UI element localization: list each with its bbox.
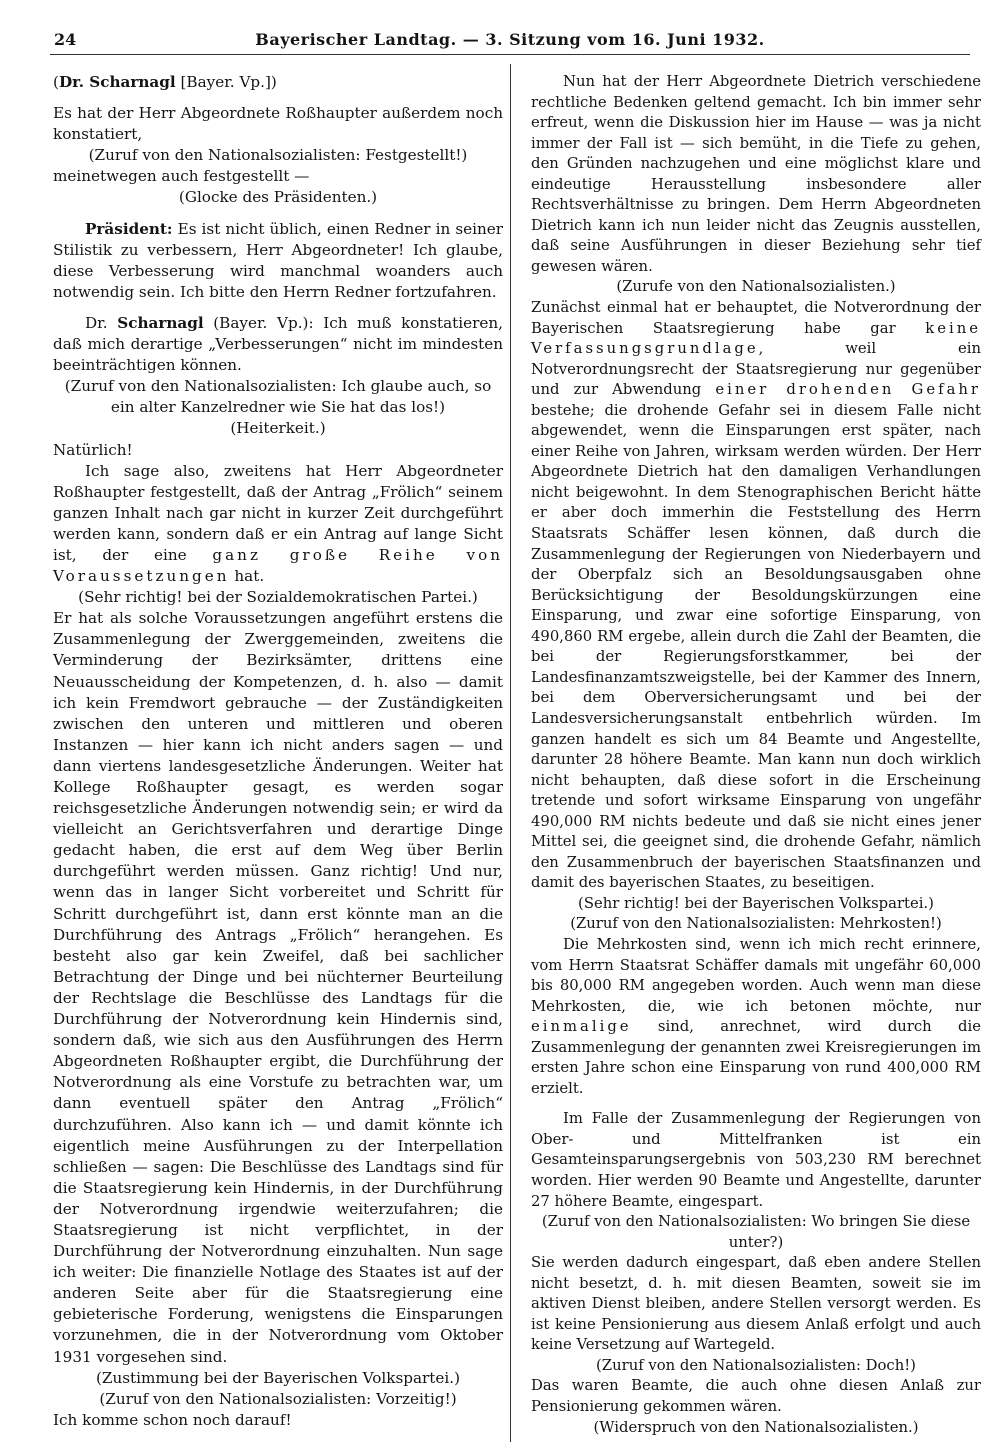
speaker-name: Scharnagl [117, 313, 204, 332]
speaker-name: Dr. Scharnagl [58, 73, 176, 91]
paragraph: meinetwegen auch festgestellt — [53, 167, 310, 186]
paragraph: Sie werden dadurch eingespart, daß eben andere Stellen nicht besetzt, d. h. mit diesen Beamten, soweit sie im aktiven Dienst bleiben, andere Stellen versorgt werden. Es ist keine Pensionierung aus diesem Anlaß erfolgt und auch keine Versetzung auf Wartegeld. [531, 1254, 981, 1354]
paragraph: Ich komme schon noch darauf! [53, 1410, 292, 1429]
paragraph: Zunächst einmal hat er behauptet, die Notverordnung der Bayerischen Staatsregierung habe gar keine Verfassungsgrundlage, weil ein Notverordnungsrecht der Staatsregierung nur gegenüber und zur Abwendung einer drohenden Gefahr bestehe; die drohende Gefahr sei in diesem Falle nicht abgewendet, wenn die Einsparungen erst später, nach einer Reihe von Jahren, wirksam werden würden. Der Herr Abgeordnete Dietrich hat den damaligen Verhandlungen nicht beigewohnt. In dem Stenographischen Bericht hätte er aber doch immerhin die Feststellung des Herrn Staatsrats Schäffer lesen können, daß durch die Zusammenlegung der Regierungen von Niederbayern und der Oberpfalz sich an Besoldungsausgaben ohne Berücksichtigung der Besoldungskürzungen eine Einsparung, und zwar eine sofortige Einsparung, von 490,860 RM ergebe, allein durch die Zahl der Beamten, die bei der Regierungsforstkammer, bei der Landesfinanzamtszweigstelle, bei der Kammer des Innern, bei dem Oberversicherungsamt und bei der Landesversicherungsanstalt entbehrlich würden. Im ganzen handelt es sich um 84 Beamte und Angestellte, darunter 28 höhere Beamte. Man kann nun doch wirklich nicht behaupten, daß diese sofort in die Erscheinung tretende und sofort wirksame Einsparung von ungefähr 490,000 RM nichts bedeute und daß sie nicht eines jener Mittel sei, die geeignet sind, die drohende Gefahr, nämlich den Zusammenbruch der bayerischen Staatsfinanzen und damit des bayerischen Staates, zu beseitigen. [531, 299, 982, 892]
running-header [50, 28, 970, 55]
paragraph: Im Falle der Zusammenlegung der Regierungen von Ober- und Mittelfranken ist ein Gesamteinsparungsergebnis von 503,230 RM berechnet worden. Hier werden 90 Beamte und Angestellte, darunter 27 höhere Beamte, eingespart. [531, 1110, 981, 1210]
speaker-name: Präsident: [85, 219, 173, 238]
paragraph: Die Mehrkosten sind, wenn ich mich recht erinnere, vom Herrn Staatsrat Schäffer damals mit ungefähr 60,000 bis 80,000 RM angegeben worden. Auch wenn man diese Mehrkosten, die, wie ich betonen möchte, nur einmalige sind, anrechnet, wird durch die Zusammenlegung der genannten zwei Kreisregierungen im ersten Jahre schon eine Einsparung von rund 400,000 RM erzielt. [531, 935, 981, 1097]
interjection: (Zuruf von den Nationalsozialisten: Ich glaube auch, so ein alter Kanzelredner wie Sie hat das los!) [64, 377, 492, 417]
paragraph: Natürlich! [53, 440, 133, 459]
interjection: (Zuruf von den Nationalsozialisten: Doch!) [596, 1356, 916, 1374]
paragraph: Nun hat der Herr Abgeordnete Dietrich verschiedene rechtliche Bedenken geltend gemacht. Ich bin immer sehr erfreut, wenn die Diskussion hier im Hause — was ja nicht immer der Fall ist — sich bemüht, in die Tiefe zu gehen, den Gründen nachzugehen und eine möglichst klare und eindeutige Herausstellung insbesondere aller Rechtsverhältnisse zu bringen. Dem Herrn Abgeordneten Dietrich kann ich nun leider nicht das Zeugnis ausstellen, daß seine Ausführungen in dieser Beziehung sehr tief gewesen wären. [531, 73, 981, 275]
paragraph: Ich sage also, zweitens hat Herr Abgeordneter Roßhaupter festgestellt, daß der Antrag „Frölich“ seinem ganzen Inhalt nach gar nicht in kurzer Zeit durchgeführt werden kann, sondern daß er ein Antrag auf lange Sicht ist, der eine ganz große Reihe von Voraussetzungen hat. [53, 461, 504, 586]
paragraph: Dr. Scharnagl (Bayer. Vp.): Ich muß konstatieren, daß mich derartige „Verbesserungen“ nicht im mindesten beeinträchtigen können. [53, 313, 503, 375]
speaker-line: (Dr. Scharnagl [Bayer. Vp.]) [53, 73, 277, 91]
paragraph: Präsident: Es ist nicht üblich, einen Redner in seiner Stilistik zu verbessern, Herr Abgeordneter! Ich glaube, diese Verbesserung wird manchmal woanders auch notwendig sein. Ich bitte den Herrn Redner fortzufahren. [53, 219, 503, 301]
right-column [531, 72, 981, 1438]
paragraph: Es hat der Herr Abgeordnete Roßhaupter außerdem noch konstatiert, [53, 104, 503, 144]
spaced-emphasis: ganz große Reihe von Voraussetzungen [53, 545, 504, 586]
interjection: (Zurufe von den Nationalsozialisten.) [616, 278, 896, 296]
interjection: (Heiterkeit.) [230, 419, 326, 438]
left-column [53, 72, 503, 1431]
interjection: (Glocke des Präsidenten.) [178, 188, 378, 207]
interjection: (Zuruf von den Nationalsozialisten: Wo bringen Sie diese unter?) [541, 1213, 971, 1251]
interjection: (Zuruf von den Nationalsozialisten: Festgestellt!) [88, 146, 468, 165]
spaced-emphasis: einer drohenden Gefahr [715, 381, 982, 399]
interjection: (Zuruf von den Nationalsozialisten: Mehrkosten!) [570, 915, 942, 933]
running-title: Bayerischer Landtag. — 3. Sitzung vom 16. Juni 1932. [255, 30, 765, 49]
interjection: (Zuruf von den Nationalsozialisten: Vorzeitig!) [99, 1389, 457, 1408]
interjection: (Widerspruch von den Nationalsozialisten.) [593, 1418, 919, 1436]
interjection: (Sehr richtig! bei der Sozialdemokratischen Partei.) [78, 588, 478, 607]
page-number: 24 [54, 30, 77, 49]
spaced-emphasis: einmalige [531, 1018, 632, 1036]
paragraph: Er hat als solche Voraussetzungen angeführt erstens die Zusammenlegung der Zwerggemeinden, zweitens die Verminderung der Bezirksämter, drittens eine Neuausscheidung der Kompetenzen, d. h. also — damit ich kein Fremdwort gebrauche — der Zuständigkeiten zwischen den unteren und mittleren und oberen Instanzen — hier kann ich nicht anders sagen — und dann viertens landesgesetzliche Änderungen. Weiter hat Kollege Roßhaupter gesagt, es werden sogar reichsgesetzliche Änderungen notwendig sein; er wird da vielleicht an Gerichtsverfahren und derartige Dinge gedacht haben, die erst auf dem Weg über Berlin durchgeführt werden müssen. Ganz richtig! Und nur, wenn das in langer Sicht vorbereitet und Schritt für Schritt durchgeführt ist, dann erst könnte man an die Durchführung des Antrags „Frölich“ herangehen. Es besteht also gar kein Zweifel, daß bei sachlicher Betrachtung der Dinge und bei nüchterner Beurteilung der Rechtslage die Beschlüsse des Landtags für die Durchführung der Notverordnung kein Hindernis sind, sondern daß, wie sich aus den Ausführungen des Herrn Abgeordneten Roßhaupter ergibt, die Durchführung der Notverordnung als eine Vorstufe zu betrachten war, um dann eventuell später den Antrag „Frölich“ durchzuführen. Also kann ich — und damit könnte ich eigentlich meine Ausführungen zu der Interpellation schließen — sagen: Die Beschlüsse des Landtags sind für die Staatsregierung kein Hindernis, in der Durchführung der Notverordnung irgendwie weiterzufahren; die Staatsregierung ist nicht verpflichtet, in der Durchführung der Notverordnung einzuhalten. Nun sage ich weiter: Die finanzielle Notlage des Staates ist auf der anderen Seite aber für die Staatsregierung eine gebieterische Forderung, wenigstens die Einsparungen vorzunehmen, die in der Notverordnung vom Oktober 1931 vorgesehen sind. [53, 609, 503, 1366]
paragraph: Das waren Beamte, die auch ohne diesen Anlaß zur Pensionierung gekommen wären. [531, 1377, 981, 1415]
interjection: (Sehr richtig! bei der Bayerischen Volkspartei.) [578, 894, 934, 912]
speaker-party: [Bayer. Vp.]) [175, 73, 277, 91]
column-divider [510, 64, 511, 1442]
interjection: (Zustimmung bei der Bayerischen Volkspartei.) [95, 1368, 460, 1387]
spaced-emphasis: keine Verfassungsgrundlage [531, 319, 981, 358]
